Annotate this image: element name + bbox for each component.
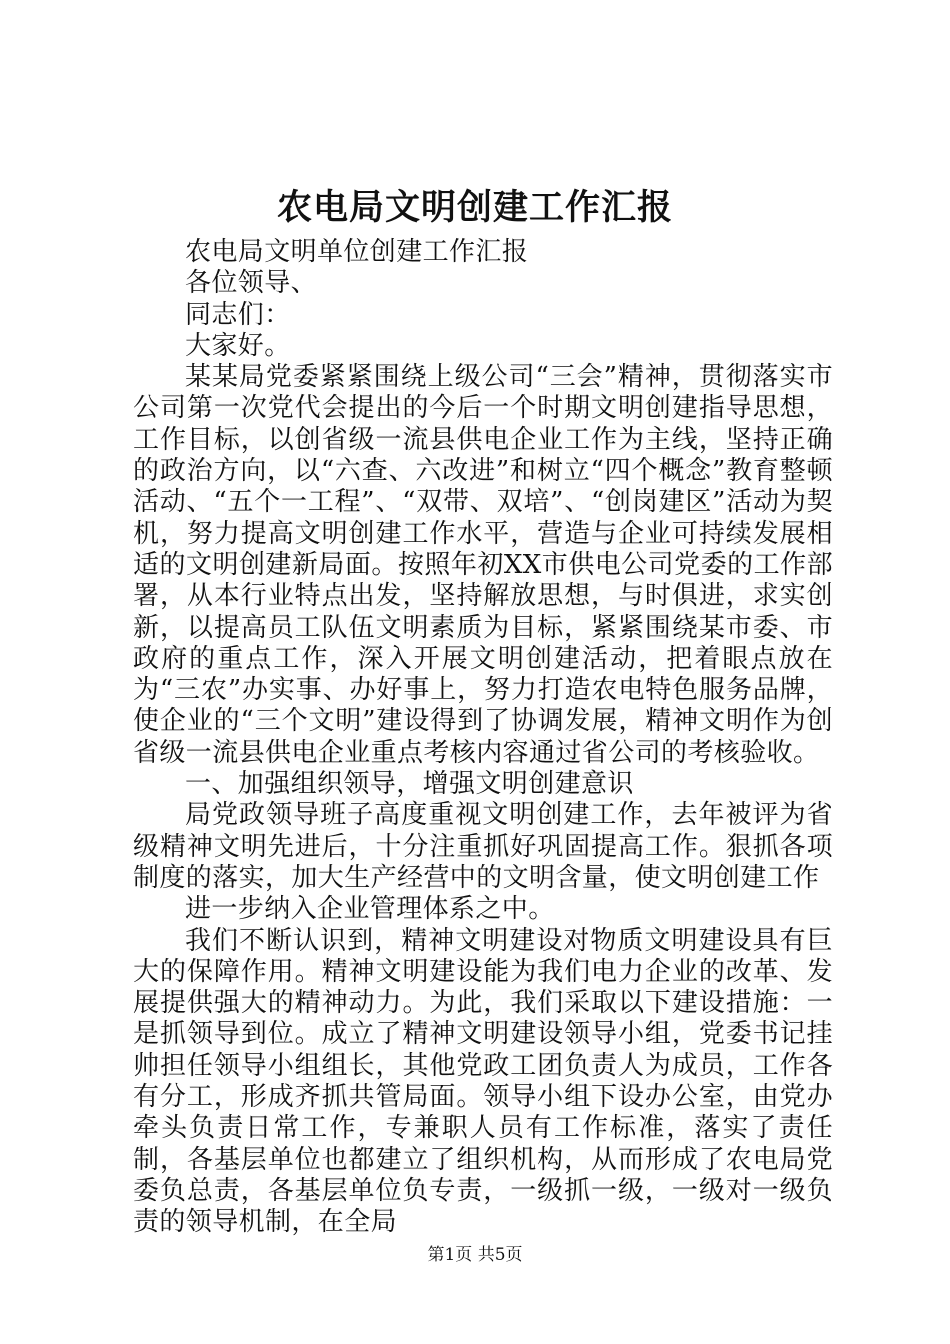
document-body <box>133 237 833 1239</box>
paragraph-measures: 我们不断认识到，精神文明建设对物质文明建设具有巨大的保障作用。精神文明建设能为我们电力企业的改革、发展提供强大的精神动力。为此，我们采取以下建设措施：一是抓领导到位。成立了精神文明建设领导小组，党委书记挂帅担任领导小组组长，其他党政工团负责人为成员，工作各有分工，形成齐抓共管局面。领导小组下设办公室，由党办牵头负责日常工作，专兼职人员有工作标准，落实了责任制，各基层单位也都建立了组织机构，从而形成了农电局党委负总责，各基层单位负专责，一级抓一级，一级对一级负责的领导机制，在全局 <box>133 925 833 1238</box>
paragraph-overview: 某某局党委紧紧围绕上级公司“三会”精神，贯彻落实市公司第一次党代会提出的今后一个时期文明创建指导思想，工作目标，以创省级一流县供电企业工作为主线，坚持正确的政治方向，以“六查、六改进”和树立“四个概念”教育整顿活动、“五个一工程”、“双带、双培”、“创岗建区”活动为契机，努力提高文明创建工作水平，营造与企业可持续发展相适的文明创建新局面。按照年初XX市供电公司党委的工作部署，从本行业特点出发，坚持解放思想，与时俱进，求实创新，以提高员工队伍文明素质为目标，紧紧围绕某市委、市政府的重点工作，深入开展文明创建活动，把着眼点放在为“三农”办实事、办好事上，努力打造农电特色服务品牌，使企业的“三个文明”建设得到了协调发展，精神文明作为创省级一流县供电企业重点考核内容通过省公司的考核验收。 <box>133 362 833 768</box>
paragraph-subtitle: 农电局文明单位创建工作汇报 <box>185 237 529 267</box>
paragraph-salutation-leaders: 各位领导、 <box>185 268 318 299</box>
section-heading-1: 一、加强组织领导，增强文明创建意识 <box>185 769 634 800</box>
document-title: 农电局文明创建工作汇报 <box>276 187 673 228</box>
page-number-footer: 第1页 共5页 <box>427 1245 523 1265</box>
paragraph-greeting: 大家好。 <box>185 330 291 361</box>
paragraph-leadership: 局党政领导班子高度重视文明创建工作，去年被评为省级精神文明先进后，十分注重抓好巩固提高工作。狠抓各项制度的落实，加大生产经营中的文明含量，使文明创建工作 <box>133 800 833 893</box>
paragraph-salutation-comrades: 同志们： <box>185 299 291 330</box>
paragraph-management-system: 进一步纳入企业管理体系之中。 <box>185 894 555 925</box>
